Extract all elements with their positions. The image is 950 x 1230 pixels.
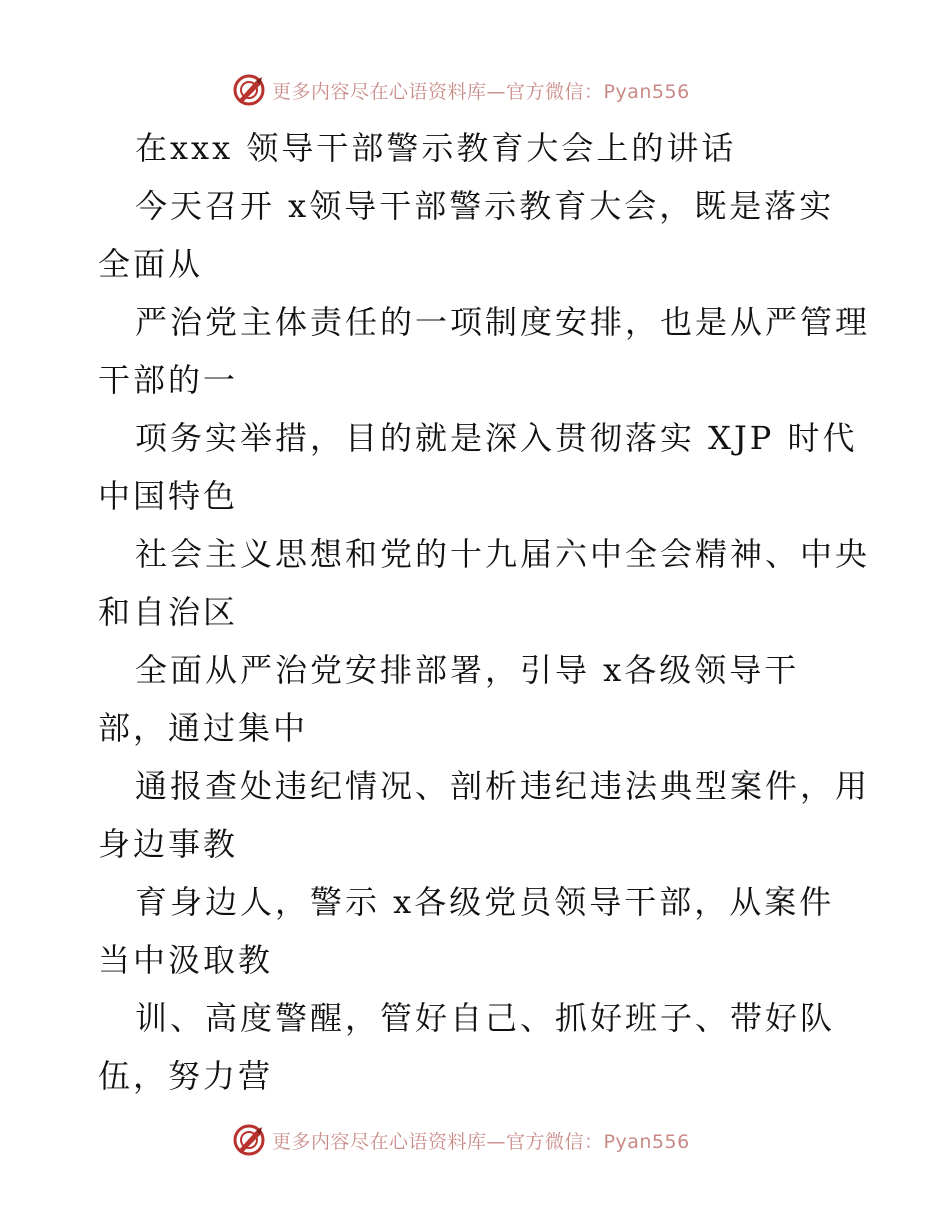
header-banner-label: 更多内容尽在心语资料库—官方微信： [272,80,604,103]
text-line-15: 训、高度警醒，管好自己、抓好班子、带好队 [135,999,836,1037]
text-line-16: 伍，努力营 [98,1057,274,1095]
text-line-11: 通报查处违纪情况、剖析违纪违法典型案件，用 [135,767,871,805]
text-line-7: 社会主义思想和党的十九届六中全会精神、中央 [135,535,871,573]
text-line-2: 全面从 [98,245,204,283]
text-line-10: 部，通过集中 [98,709,309,747]
text-line-9: 全面从严治党安排部署，引导 x各级领导干 [135,651,800,689]
text-line-8: 和自治区 [98,593,239,631]
text-line-5: 项务实举措，目的就是深入贯彻落实 XJP 时代 [135,419,858,457]
footer-banner-handle: Pyan556 [603,1130,690,1153]
footer-banner-label: 更多内容尽在心语资料库—官方微信： [272,1130,604,1153]
text-line-13: 育身边人，警示 x各级党员领导干部，从案件 [135,883,835,921]
text-line-14: 当中汲取教 [98,941,274,979]
text-line-6: 中国特色 [98,477,239,515]
text-line-1: 今天召开 x领导干部警示教育大会，既是落实 [135,187,835,225]
speech-title: 在xxx 领导干部警示教育大会上的讲话 [135,129,737,167]
pen-logo-icon [232,73,266,107]
header-banner-handle: Pyan556 [603,80,690,103]
footer-banner-text [272,1127,690,1154]
text-line-12: 身边事教 [98,825,239,863]
text-line-4: 干部的一 [98,361,239,399]
footer-banner [232,1120,752,1160]
header-banner [232,70,752,110]
header-banner-text [272,77,690,104]
text-line-3: 严治党主体责任的一项制度安排，也是从严管理 [135,303,871,341]
pen-logo-icon [232,1123,266,1157]
